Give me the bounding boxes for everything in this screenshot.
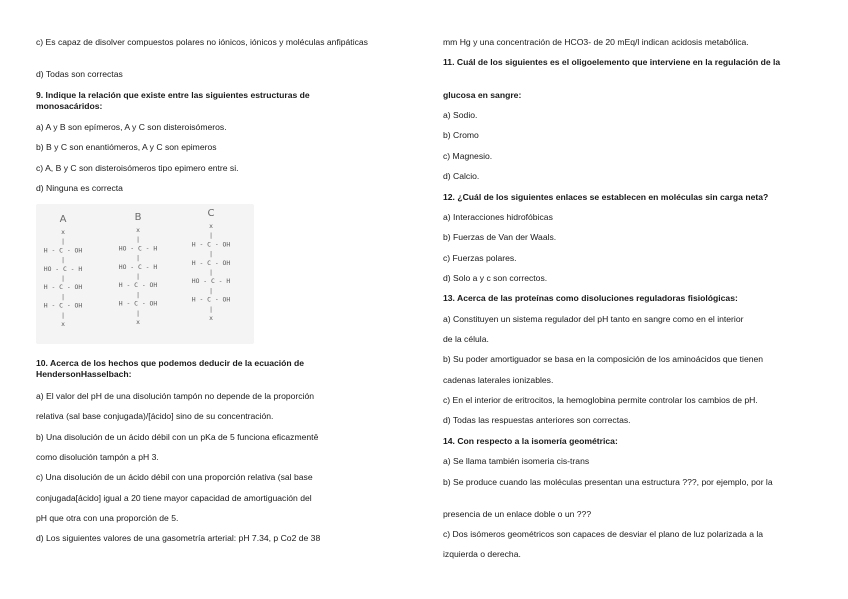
structure-line: H - C - OH xyxy=(118,299,158,308)
q14-option-a: a) Se llama también isomeria cis-trans xyxy=(443,456,590,466)
q13-option-c: c) En el interior de eritrocitos, la hemoglobina permite controlar los cambios de pH. xyxy=(443,395,758,405)
structure-line: | xyxy=(209,231,213,240)
structure-line: HO - C - H xyxy=(118,244,158,253)
q14-option-b-line2: presencia de un enlace doble o un ??? xyxy=(443,509,592,519)
structure-line: | xyxy=(61,310,65,319)
structure-line: H - C - OH xyxy=(43,301,83,310)
structure-label-c: C xyxy=(207,208,215,219)
structure-line: x xyxy=(209,222,213,230)
q10-option-b-line2: como disolución tampón a pH 3. xyxy=(36,452,159,462)
q10-option-c-line1: c) Una disolución de un ácido débil con una proporción relativa (sal base xyxy=(36,472,313,482)
fischer-projections-svg xyxy=(36,204,254,344)
q9-option-a: a) A y B son epímeros, A y C son disteroisómeros. xyxy=(36,122,227,132)
q11-title-line1: 11. Cuál de los siguientes es el oligoelemento que interviene en la regulación de la xyxy=(443,57,781,67)
q13-option-b-line2: cadenas laterales ionizables. xyxy=(443,375,554,385)
q13-title: 13. Acerca de las proteínas como disoluciones reguladoras fisiológicas: xyxy=(443,293,738,303)
structure-line: x xyxy=(136,318,140,326)
q10-option-d-line1: d) Los siguientes valores de una gasometría arterial: pH 7.34, p Co2 de 38 xyxy=(36,533,321,543)
structure-line: HO - C - H xyxy=(43,264,83,273)
q11-title-line2: glucosa en sangre: xyxy=(443,90,522,100)
structure-label-a: A xyxy=(59,214,67,225)
structure-line: | xyxy=(209,304,213,313)
q10-option-a-line1: a) El valor del pH de una disolución tampón no depende de la proporción xyxy=(36,391,315,401)
structure-line: H - C - OH xyxy=(191,295,231,304)
q12-option-b: b) Fuerzas de Van der Waals. xyxy=(443,232,557,242)
q10-option-d-line2: mm Hg y una concentración de HCO3- de 20 mEq/l indican acidosis metabólica. xyxy=(443,37,749,47)
q8-option-d: d) Todas son correctas xyxy=(36,69,123,79)
q13-option-d: d) Todas las respuestas anteriores son correctas. xyxy=(443,415,631,425)
q9-option-b: b) B y C son enantiómeros, A y C son epimeros xyxy=(36,142,217,152)
q8-option-c: c) Es capaz de disolver compuestos polares no iónicos, iónicos y moléculas anfipáticas xyxy=(36,37,368,47)
structure-line: | xyxy=(61,274,65,282)
structure-line: x xyxy=(61,228,65,236)
structure-line: HO - C - H xyxy=(191,277,231,286)
structure-line: | xyxy=(61,237,65,246)
structure-label-b: B xyxy=(134,212,142,223)
q14-option-c-line1: c) Dos isómeros geométricos son capaces de desviar el plano de luz polarizada a la xyxy=(443,529,764,539)
q13-option-a-line1: a) Constituyen un sistema regulador del pH tanto en sangre como en el interior xyxy=(443,314,744,324)
q14-title: 14. Con respecto a la isomería geométrica: xyxy=(443,436,618,446)
q11-option-a: a) Sodio. xyxy=(443,110,478,120)
structure-line: | xyxy=(209,268,213,276)
structure-line: H - C - OH xyxy=(43,246,83,255)
structure-line: H - C - OH xyxy=(118,281,158,290)
q13-option-b-line1: b) Su poder amortiguador se basa en la composición de los aminoácidos que tienen xyxy=(443,354,764,364)
monosaccharide-structures-image xyxy=(36,204,254,344)
q11-option-d: d) Calcio. xyxy=(443,171,480,181)
structure-line: | xyxy=(61,292,65,301)
q14-option-b-line1: b) Se produce cuando las moléculas presentan una estructura ???, por ejemplo, por la xyxy=(443,477,773,487)
q11-option-b: b) Cromo xyxy=(443,130,479,140)
structure-line: x xyxy=(136,226,140,234)
q12-title: 12. ¿Cuál de los siguientes enlaces se establecen en moléculas sin carga neta? xyxy=(443,192,769,202)
structure-line: | xyxy=(136,253,140,262)
q10-option-b-line1: b) Una disolución de un ácido débil con un pKa de 5 funciona eficazmentē xyxy=(36,432,319,442)
q12-option-c: c) Fuerzas polares. xyxy=(443,253,517,263)
q10-option-a-line2: relativa (sal base conjugada)/[ácido] sino de su concentración. xyxy=(36,411,274,421)
q9-title: 9. Indique la relación que existe entre las siguientes estructuras de monosacáridos: xyxy=(36,90,310,111)
structure-line: H - C - OH xyxy=(191,240,231,249)
structure-line: | xyxy=(136,272,140,280)
structure-line: | xyxy=(209,286,213,295)
q12-option-a: a) Interacciones hidrofóbicas xyxy=(443,212,553,222)
q12-option-d: d) Solo a y c son correctos. xyxy=(443,273,548,283)
structure-line: H - C - OH xyxy=(43,283,83,292)
q10-option-c-line2: conjugada[ácido] igual a 20 tiene mayor capacidad de amortiguación del xyxy=(36,493,312,503)
structure-line: | xyxy=(61,255,65,264)
q13-option-a-line2: de la célula. xyxy=(443,334,489,344)
structure-line: | xyxy=(136,290,140,299)
structure-line: x xyxy=(209,314,213,322)
q11-option-c: c) Magnesio. xyxy=(443,151,493,161)
q10-title: 10. Acerca de los hechos que podemos deducir de la ecuación de HendersonHasselbach: xyxy=(36,358,305,379)
structure-line: | xyxy=(136,235,140,244)
q9-option-c: c) A, B y C son disteroisómeros tipo epimero entre si. xyxy=(36,163,239,173)
q14-option-c-line2: izquierda o derecha. xyxy=(443,549,521,559)
structure-line: x xyxy=(61,320,65,328)
q10-option-c-line3: pH que otra con una proporción de 5. xyxy=(36,513,179,523)
structure-line: HO - C - H xyxy=(118,262,158,271)
q9-option-d: d) Ninguna es correcta xyxy=(36,183,123,193)
structure-line: | xyxy=(209,249,213,258)
structure-line: H - C - OH xyxy=(191,258,231,267)
structure-line: | xyxy=(136,308,140,317)
